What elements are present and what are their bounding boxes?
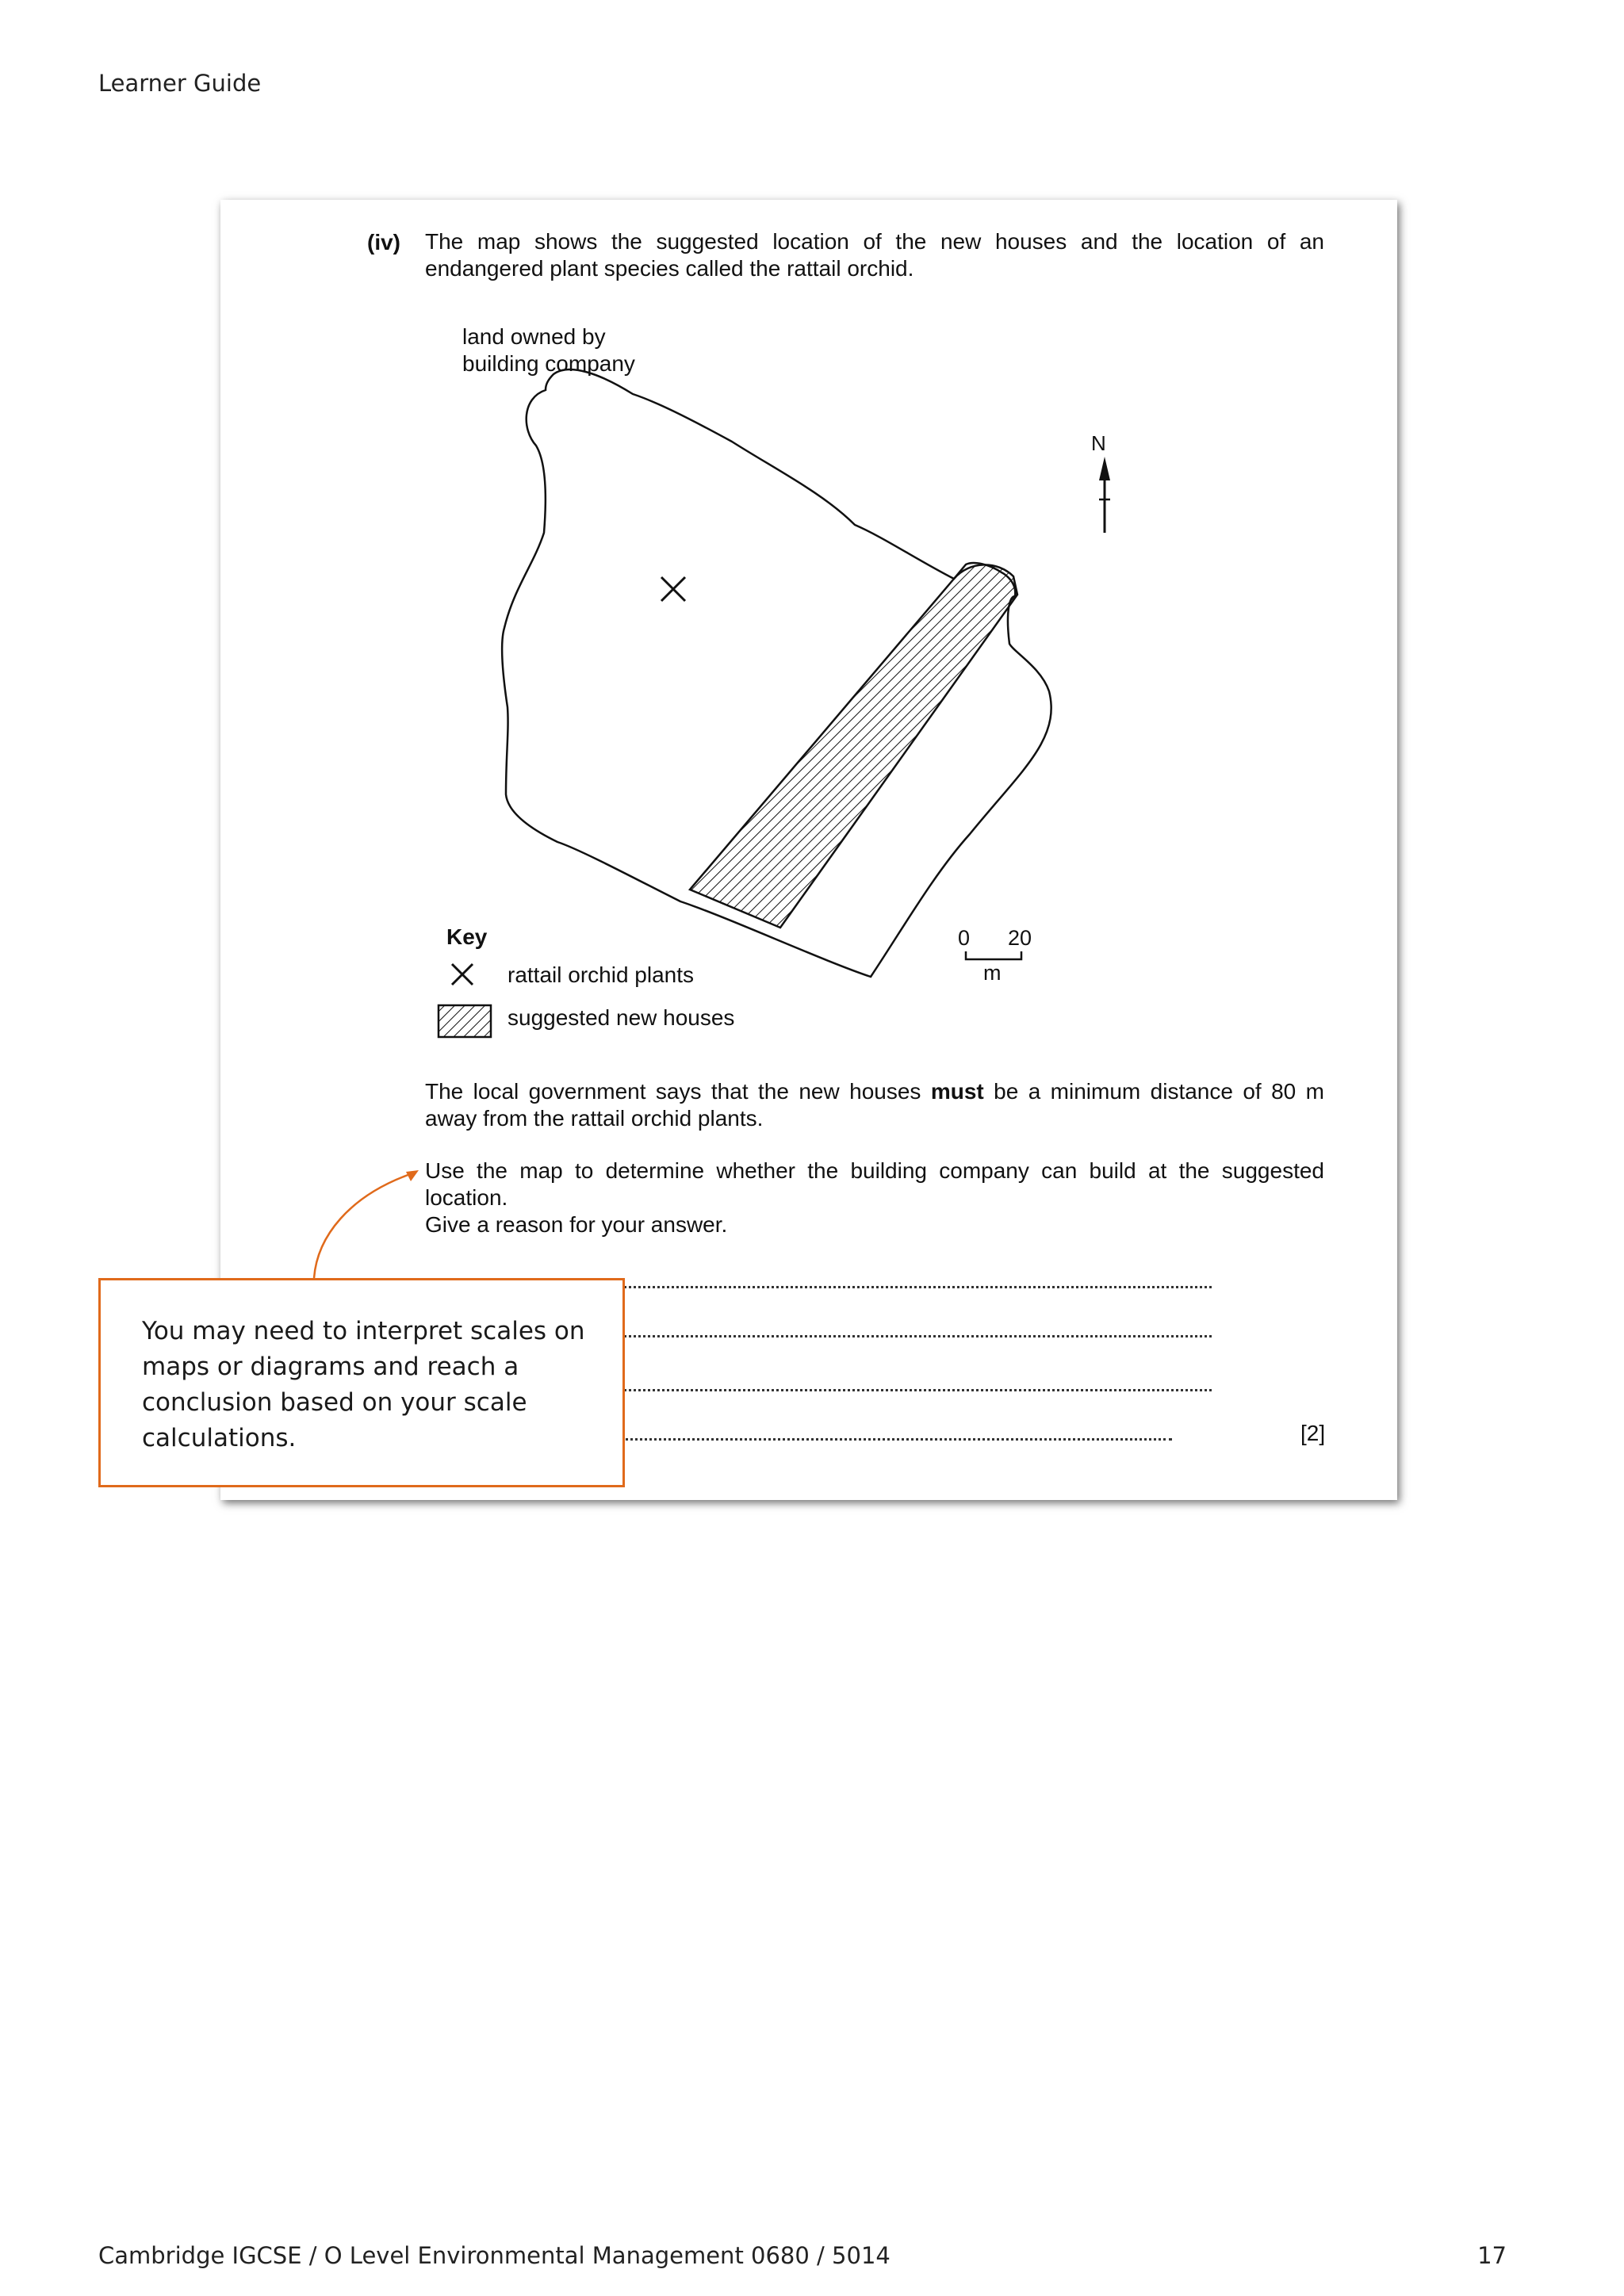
- land-label-line2: building company: [462, 351, 635, 376]
- scale-unit: m: [983, 961, 1002, 985]
- rule-text-start: The local government says that the new houses: [425, 1079, 931, 1104]
- land-label-line1: land owned by: [462, 324, 606, 349]
- rule-text-end: be a minimum distance of 80 m away from the rattail orchid plants.: [425, 1079, 1324, 1131]
- task-line1: Use the map to determine whether the building company can build at the suggested location.: [425, 1158, 1324, 1210]
- page-number: 17: [1477, 2242, 1507, 2269]
- scale-end: 20: [1008, 926, 1032, 950]
- tip-callout: You may need to interpret scales on maps or diagrams and reach a conclusion based on your scale calculations.: [98, 1278, 625, 1487]
- page-header: Learner Guide: [98, 70, 262, 97]
- rule-emphasis: must: [930, 1079, 984, 1104]
- key-orchid-label: rattail orchid plants: [508, 962, 695, 987]
- question-number: (iv): [367, 230, 400, 254]
- marks-label: [2]: [1300, 1421, 1326, 1445]
- key-title: Key: [446, 924, 488, 949]
- task-line2: Give a reason for your answer.: [425, 1212, 728, 1237]
- scale-start: 0: [958, 926, 971, 950]
- question-intro: The map shows the suggested location of the new houses and the location of an endangered plant species called the rattail orchid.: [425, 229, 1324, 281]
- north-label: N: [1091, 431, 1106, 455]
- key-houses-label: suggested new houses: [508, 1005, 735, 1030]
- footer-course: Cambridge IGCSE / O Level Environmental Management 0680 / 5014: [98, 2242, 891, 2269]
